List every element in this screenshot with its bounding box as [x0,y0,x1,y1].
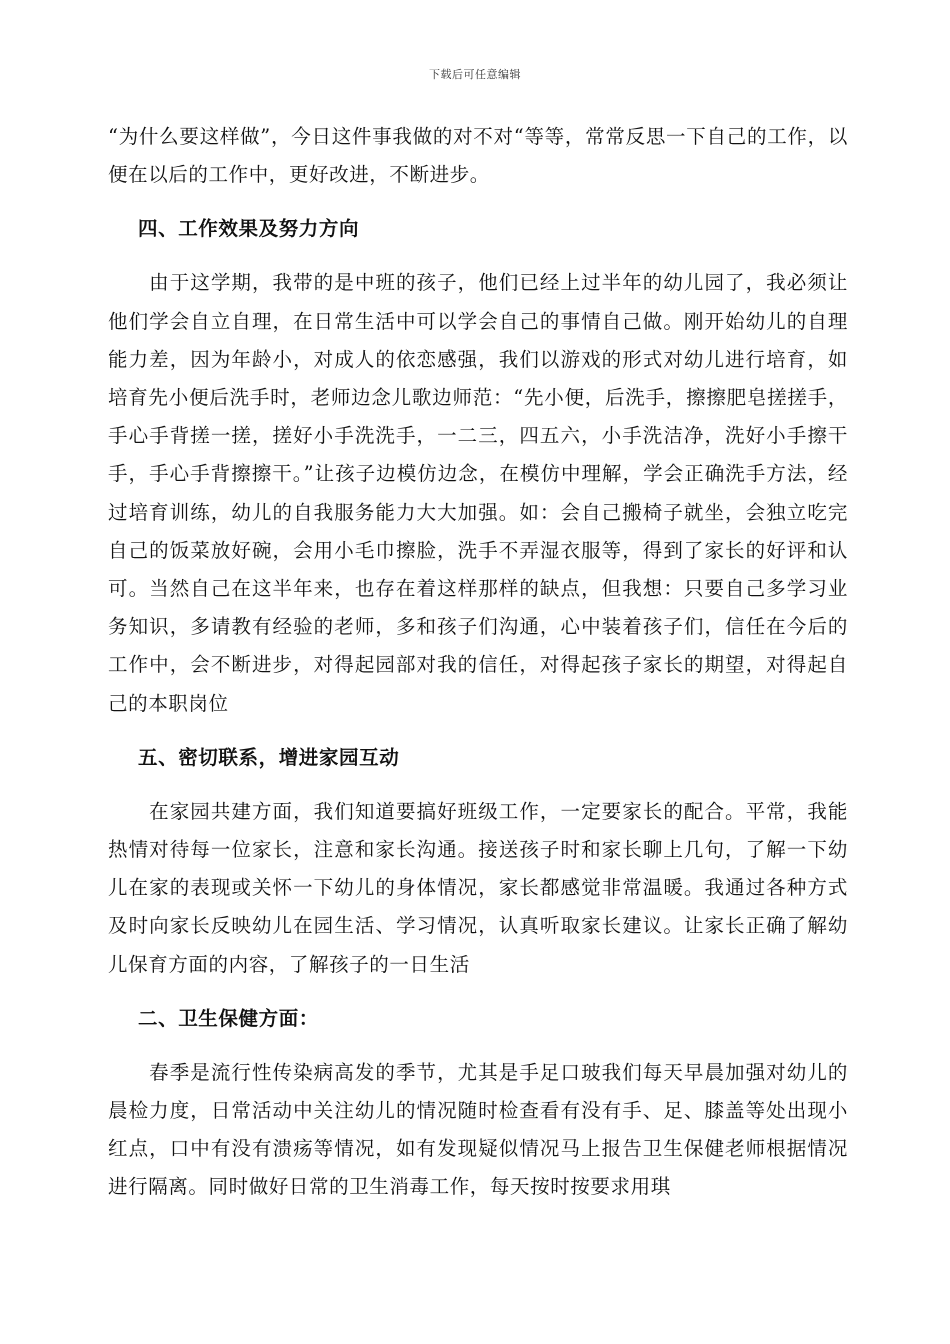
paragraph-reflection: “为什么要这样做”，今日这件事我做的对不对“等等，常常反思一下自己的工作，以便在以后的工作中，更好改进，不断进步。 [108,125,848,187]
section-heading-home-school: 五、密切联系，增进家园互动 [138,745,400,769]
paragraph-work-results: 由于这学期，我带的是中班的孩子，他们已经上过半年的幼儿园了，我必须让他们学会自立自理，在日常生活中可以学会自己的事情自己做。刚开始幼儿的自理能力差，因为年龄小，对成人的依恋感强，我们以游戏的形式对幼儿进行培育，如培育先小便后洗手时，老师边念儿歌边师范：“先小便，后洗手，擦擦肥皂搓搓手，手心手背搓一搓，搓好小手洗洗手，一二三，四五六，小手洗洁净，洗好小手擦干手，手心手背擦擦干。”让孩子边模仿边念，在模仿中理解，学会正确洗手方法，经过培育训练，幼儿的自我服务能力大大加强。如：会自己搬椅子就坐，会独立吃完自己的饭菜放好碗，会用小毛巾擦脸，洗手不弄湿衣服等，得到了家长的好评和认可。当然自己在这半年来，也存在着这样那样的缺点，但我想：只要自己多学习业务知识，多请教有经验的老师，多和孩子们沟通，心中装着孩子们，信任在今后的工作中，会不断进步，对得起园部对我的信任，对得起孩子家长的期望，对得起自己的本职岗位 [108,271,848,715]
paragraph-health-care: 春季是流行性传染病高发的季节，尤其是手足口玻我们每天早晨加强对幼儿的晨检力度，日常活动中关注幼儿的情况随时检查看有没有手、足、膝盖等处出现小红点，口中有没有溃疡等情况，如有发现疑似情况马上报告卫生保健老师根据情况进行隔离。同时做好日常的卫生消毒工作，每天按时按要求用琪 [108,1060,848,1199]
section-heading-work-results: 四、工作效果及努力方向 [138,217,360,241]
page-header: 下载后可任意编辑 [429,68,521,81]
section-heading-health-care: 二、卫生保健方面： [138,1006,319,1030]
document-body [108,118,848,1207]
paragraph-home-school: 在家园共建方面，我们知道要搞好班级工作，一定要家长的配合。平常，我能热情对待每一位家长，注意和家长沟通。接送孩子时和家长聊上几句，了解一下幼儿在家的表现或关怀一下幼儿的身体情况，家长都感觉非常温暖。我通过各种方式及时向家长反映幼儿在园生活、学习情况，认真听取家长建议。让家长正确了解幼儿保育方面的内容，了解孩子的一日生活 [108,799,848,976]
